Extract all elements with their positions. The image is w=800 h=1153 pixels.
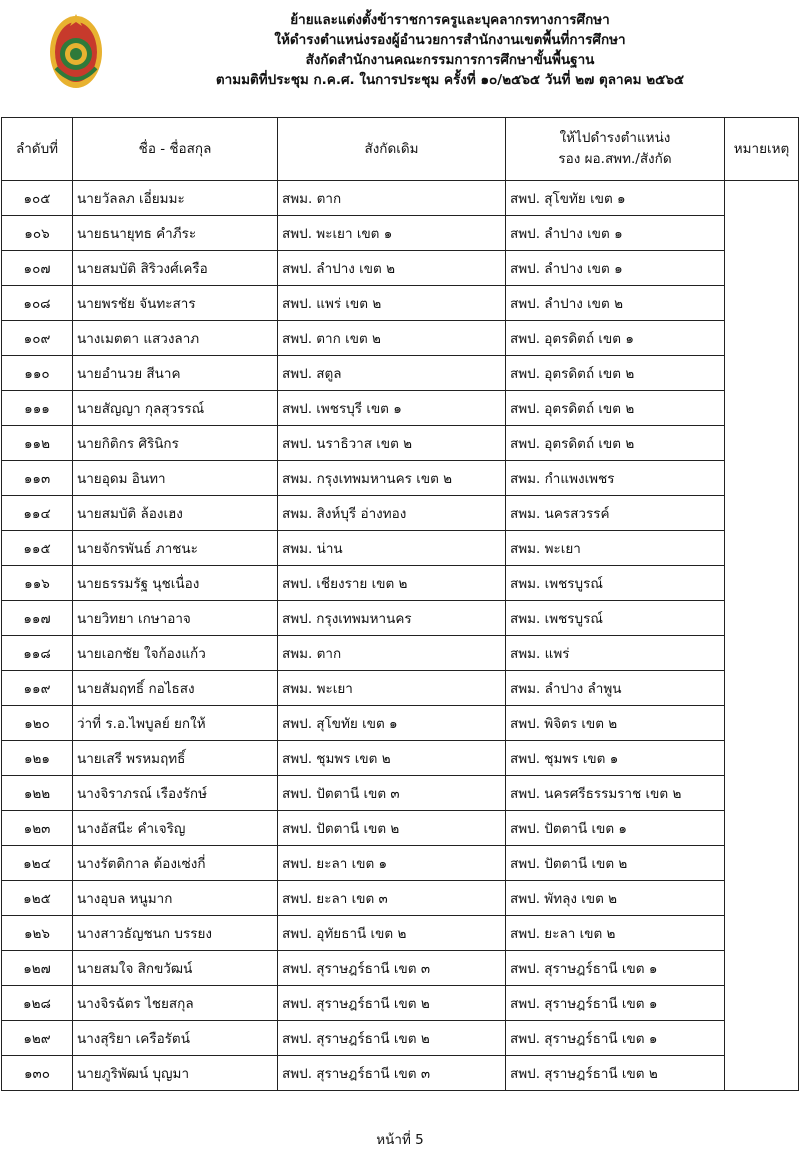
row-name-cell: นางจิรฉัตร ไชยสกุล	[73, 986, 278, 1021]
row-number-cell: ๑๐๘	[2, 286, 73, 321]
row-name-cell: นายพรชัย จันทะสาร	[73, 286, 278, 321]
row-number-cell: ๑๑๐	[2, 356, 73, 391]
row-from-cell: สพป. สุราษฎร์ธานี เขต ๒	[278, 986, 506, 1021]
column-header-to-line2: รอง ผอ.สพท./สังกัด	[558, 151, 672, 167]
row-to-cell: สพป. นครศรีธรรมราช เขต ๒	[506, 776, 725, 811]
row-name-cell: นายจักรพันธ์ ภาชนะ	[73, 531, 278, 566]
document-header	[120, 10, 780, 90]
appointment-table	[1, 117, 799, 1091]
row-to-cell: สพป. ลำปาง เขต ๑	[506, 251, 725, 286]
row-number-cell: ๑๒๒	[2, 776, 73, 811]
row-number-cell: ๑๒๙	[2, 1021, 73, 1056]
row-name-cell: นายกิติกร ศิรินิกร	[73, 426, 278, 461]
row-from-cell: สพม. สิงห์บุรี อ่างทอง	[278, 496, 506, 531]
row-name-cell: นายอุดม อินทา	[73, 461, 278, 496]
row-name-cell: นายสัมฤทธิ์ กอไธสง	[73, 671, 278, 706]
row-name-cell: นางรัตติกาล ต้องเซ่งกี่	[73, 846, 278, 881]
table-row	[2, 426, 799, 461]
row-number-cell: ๑๐๗	[2, 251, 73, 286]
table-row	[2, 811, 799, 846]
row-to-cell: สพป. ลำปาง เขต ๒	[506, 286, 725, 321]
row-to-cell: สพป. ยะลา เขต ๒	[506, 916, 725, 951]
header-line-4: ตามมติที่ประชุม ก.ค.ศ. ในการประชุม ครั้งที่ ๑๐/๒๕๖๕ วันที่ ๒๗ ตุลาคม ๒๕๖๕	[215, 72, 685, 88]
row-to-cell: สพป. สุราษฎร์ธานี เขต ๑	[506, 951, 725, 986]
table-row	[2, 601, 799, 636]
row-number-cell: ๑๑๒	[2, 426, 73, 461]
row-from-cell: สพป. ปัตตานี เขต ๒	[278, 811, 506, 846]
column-header-name: ชื่อ - ชื่อสกุล	[73, 118, 278, 181]
table-row	[2, 286, 799, 321]
row-name-cell: นายสมบัติ ล้องเฮง	[73, 496, 278, 531]
row-name-cell: นายธรรมรัฐ นุชเนื่อง	[73, 566, 278, 601]
table-row	[2, 181, 799, 216]
table-row	[2, 741, 799, 776]
row-from-cell: สพป. สุราษฎร์ธานี เขต ๒	[278, 1021, 506, 1056]
table-row	[2, 671, 799, 706]
row-name-cell: นางสุริยา เครือรัตน์	[73, 1021, 278, 1056]
row-name-cell: ว่าที่ ร.อ.ไพบูลย์ ยกให้	[73, 706, 278, 741]
table-row	[2, 986, 799, 1021]
row-to-cell: สพม. เพชรบูรณ์	[506, 601, 725, 636]
row-from-cell: สพม. พะเยา	[278, 671, 506, 706]
row-to-cell: สพม. นครสวรรค์	[506, 496, 725, 531]
row-to-cell: สพม. ลำปาง ลำพูน	[506, 671, 725, 706]
row-to-cell: สพป. ปัตตานี เขต ๑	[506, 811, 725, 846]
row-number-cell: ๑๑๕	[2, 531, 73, 566]
row-from-cell: สพป. สุโขทัย เขต ๑	[278, 706, 506, 741]
row-from-cell: สพป. สุราษฎร์ธานี เขต ๓	[278, 1056, 506, 1091]
row-number-cell: ๑๒๕	[2, 881, 73, 916]
row-to-cell: สพป. อุตรดิตถ์ เขต ๒	[506, 391, 725, 426]
row-to-cell: สพป. ปัตตานี เขต ๒	[506, 846, 725, 881]
row-to-cell: สพม. กำแพงเพชร	[506, 461, 725, 496]
remark-cell	[725, 181, 799, 1091]
row-name-cell: นางสาวธัญชนก บรรยง	[73, 916, 278, 951]
row-from-cell: สพป. สตูล	[278, 356, 506, 391]
table-row	[2, 776, 799, 811]
ministry-emblem-logo	[46, 8, 106, 92]
column-header-to	[506, 118, 725, 181]
table-row	[2, 251, 799, 286]
table-row	[2, 566, 799, 601]
row-to-cell: สพป. ชุมพร เขต ๑	[506, 741, 725, 776]
table-row	[2, 391, 799, 426]
row-number-cell: ๑๒๓	[2, 811, 73, 846]
row-number-cell: ๑๓๐	[2, 1056, 73, 1091]
header-line-3: สังกัดสำนักงานคณะกรรมการการศึกษาขั้นพื้นฐาน	[305, 52, 595, 68]
column-header-no: ลำดับที่	[2, 118, 73, 181]
row-name-cell: นายเอกชัย ใจก้องแก้ว	[73, 636, 278, 671]
row-to-cell: สพป. สุราษฎร์ธานี เขต ๑	[506, 1021, 725, 1056]
row-name-cell: นางอุบล หนูมาก	[73, 881, 278, 916]
table-row	[2, 881, 799, 916]
row-from-cell: สพป. ยะลา เขต ๓	[278, 881, 506, 916]
column-header-from: สังกัดเดิม	[278, 118, 506, 181]
row-from-cell: สพป. อุทัยธานี เขต ๒	[278, 916, 506, 951]
row-to-cell: สพม. พะเยา	[506, 531, 725, 566]
row-to-cell: สพป. ลำปาง เขต ๑	[506, 216, 725, 251]
table-body	[2, 181, 799, 1091]
row-to-cell: สพป. อุตรดิตถ์ เขต ๑	[506, 321, 725, 356]
row-from-cell: สพป. ตาก เขต ๒	[278, 321, 506, 356]
row-number-cell: ๑๒๗	[2, 951, 73, 986]
table-row	[2, 636, 799, 671]
row-from-cell: สพป. ชุมพร เขต ๒	[278, 741, 506, 776]
row-from-cell: สพป. พะเยา เขต ๑	[278, 216, 506, 251]
row-from-cell: สพป. นราธิวาส เขต ๒	[278, 426, 506, 461]
row-to-cell: สพป. สุโขทัย เขต ๑	[506, 181, 725, 216]
table-row	[2, 356, 799, 391]
row-to-cell: สพป. สุราษฎร์ธานี เขต ๑	[506, 986, 725, 1021]
table-row	[2, 706, 799, 741]
row-number-cell: ๑๑๔	[2, 496, 73, 531]
row-number-cell: ๑๒๘	[2, 986, 73, 1021]
row-name-cell: นายสมใจ สิกขวัฒน์	[73, 951, 278, 986]
row-number-cell: ๑๒๔	[2, 846, 73, 881]
row-number-cell: ๑๑๓	[2, 461, 73, 496]
table-header-row	[2, 118, 799, 181]
table-row	[2, 1021, 799, 1056]
row-number-cell: ๑๑๖	[2, 566, 73, 601]
table-row	[2, 916, 799, 951]
row-number-cell: ๑๑๘	[2, 636, 73, 671]
row-from-cell: สพป. ปัตตานี เขต ๓	[278, 776, 506, 811]
table-row	[2, 846, 799, 881]
row-number-cell: ๑๐๙	[2, 321, 73, 356]
row-from-cell: สพม. ตาก	[278, 636, 506, 671]
page-number: หน้าที่ 5	[376, 1132, 424, 1148]
row-name-cell: นางอัสนีะ คำเจริญ	[73, 811, 278, 846]
row-to-cell: สพป. พิจิตร เขต ๒	[506, 706, 725, 741]
row-name-cell: นายสมบัติ สิริวงศ์เครือ	[73, 251, 278, 286]
column-header-remark: หมายเหตุ	[725, 118, 799, 181]
row-number-cell: ๑๑๑	[2, 391, 73, 426]
row-number-cell: ๑๐๖	[2, 216, 73, 251]
row-from-cell: สพป. แพร่ เขต ๒	[278, 286, 506, 321]
row-from-cell: สพป. กรุงเทพมหานคร	[278, 601, 506, 636]
row-name-cell: นางจิราภรณ์ เรืองรักษ์	[73, 776, 278, 811]
header-line-2: ให้ดำรงตำแหน่งรองผู้อำนวยการสำนักงานเขตพื้นที่การศึกษา	[274, 32, 626, 48]
row-to-cell: สพป. สุราษฎร์ธานี เขต ๒	[506, 1056, 725, 1091]
row-from-cell: สพป. เพชรบุรี เขต ๑	[278, 391, 506, 426]
row-number-cell: ๑๑๙	[2, 671, 73, 706]
table-row	[2, 496, 799, 531]
row-name-cell: นายวิทยา เกษาอาจ	[73, 601, 278, 636]
row-to-cell: สพม. แพร่	[506, 636, 725, 671]
row-to-cell: สพป. พัทลุง เขต ๒	[506, 881, 725, 916]
table-row	[2, 216, 799, 251]
row-name-cell: นายภูริพัฒน์ บุญมา	[73, 1056, 278, 1091]
row-name-cell: นายสัญญา กุลสุวรรณ์	[73, 391, 278, 426]
table-row	[2, 951, 799, 986]
row-from-cell: สพป. สุราษฎร์ธานี เขต ๓	[278, 951, 506, 986]
table-row	[2, 321, 799, 356]
row-name-cell: นางเมตตา แสวงลาภ	[73, 321, 278, 356]
row-name-cell: นายเสรี พรหมฤทธิ์	[73, 741, 278, 776]
row-name-cell: นายอำนวย สีนาค	[73, 356, 278, 391]
row-to-cell: สพป. อุตรดิตถ์ เขต ๒	[506, 356, 725, 391]
row-from-cell: สพม. ตาก	[278, 181, 506, 216]
row-from-cell: สพม. กรุงเทพมหานคร เขต ๒	[278, 461, 506, 496]
row-to-cell: สพม. เพชรบูรณ์	[506, 566, 725, 601]
table-row	[2, 531, 799, 566]
row-number-cell: ๑๒๐	[2, 706, 73, 741]
row-from-cell: สพป. ยะลา เขต ๑	[278, 846, 506, 881]
table-row	[2, 1056, 799, 1091]
column-header-to-line1: ให้ไปดำรงตำแหน่ง	[559, 130, 671, 146]
row-number-cell: ๑๐๕	[2, 181, 73, 216]
header-line-1: ย้ายและแต่งตั้งข้าราชการครูและบุคลากรทางการศึกษา	[290, 12, 610, 28]
row-name-cell: นายธนายุทธ คำภีระ	[73, 216, 278, 251]
row-from-cell: สพม. น่าน	[278, 531, 506, 566]
row-number-cell: ๑๒๑	[2, 741, 73, 776]
row-from-cell: สพป. ลำปาง เขต ๒	[278, 251, 506, 286]
row-number-cell: ๑๑๗	[2, 601, 73, 636]
row-from-cell: สพป. เชียงราย เขต ๒	[278, 566, 506, 601]
row-number-cell: ๑๒๖	[2, 916, 73, 951]
row-name-cell: นายวัลลภ เอี่ยมมะ	[73, 181, 278, 216]
row-to-cell: สพป. อุตรดิตถ์ เขต ๒	[506, 426, 725, 461]
table-row	[2, 461, 799, 496]
